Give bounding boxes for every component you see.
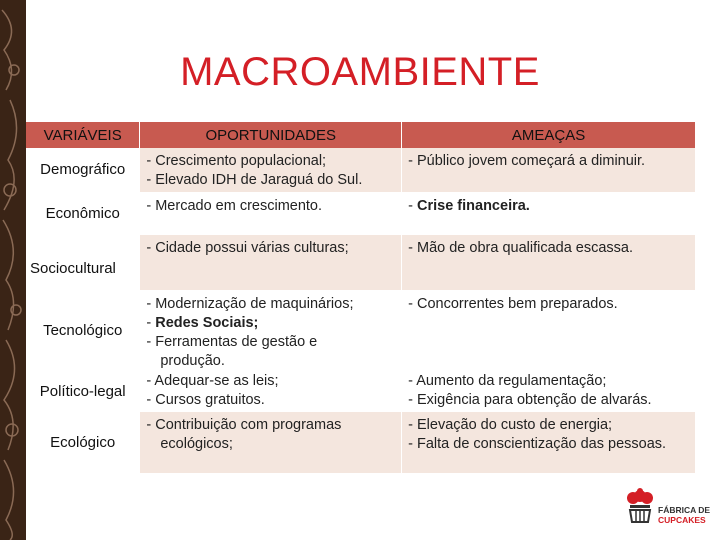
- opportunity-item: - Adequar-se as leis;: [146, 372, 279, 389]
- opportunity-prefix: -: [146, 314, 156, 331]
- opportunity-item: - Crescimento populacional;: [146, 153, 327, 169]
- logo-text-line2: CUPCAKES: [658, 515, 706, 525]
- opportunity-item: - Cidade possui várias culturas;: [146, 239, 349, 256]
- table-row: [26, 411, 696, 473]
- opportunity-item: - Cursos gratuitos.: [146, 391, 265, 408]
- threat-prefix: -: [408, 197, 417, 214]
- opportunity-item: ecológicos;: [160, 435, 233, 452]
- threat-item: - Público jovem começará a diminuir.: [408, 153, 646, 169]
- variable-cell: Sociocultural: [26, 234, 140, 290]
- opportunities-cell: [140, 411, 402, 473]
- threat-item: - Concorrentes bem preparados.: [408, 295, 618, 312]
- variable-cell: Tecnológico: [26, 290, 140, 371]
- table-row: [26, 371, 696, 411]
- threats-cell: [402, 234, 696, 290]
- table-row: [26, 192, 696, 234]
- opportunity-item: - Modernização de maquinários;: [146, 295, 354, 312]
- table-header-row: [26, 122, 696, 148]
- threat-item: - Mão de obra qualificada escassa.: [408, 239, 634, 256]
- threat-item: - Falta de conscientização das pessoas.: [408, 435, 667, 452]
- opportunities-cell: [140, 234, 402, 290]
- variable-cell: Político-legal: [26, 371, 140, 411]
- page-title: MACROAMBIENTE: [180, 50, 540, 94]
- table-row: [26, 148, 696, 192]
- threat-item: - Exigência para obtenção de alvarás.: [408, 391, 652, 408]
- opportunities-cell: [140, 148, 402, 192]
- opportunity-item: - Elevado IDH de Jaraguá do Sul.: [146, 172, 363, 188]
- header-threats: AMEAÇAS: [402, 122, 696, 148]
- threat-bold: Crise financeira.: [417, 197, 530, 214]
- table-row: [26, 234, 696, 290]
- header-opportunities: OPORTUNIDADES: [140, 122, 402, 148]
- macroambiente-table: [26, 122, 696, 474]
- opportunity-item: [146, 314, 395, 333]
- opportunity-item: - Mercado em crescimento.: [146, 197, 323, 214]
- threat-item: - Elevação do custo de energia;: [408, 416, 613, 433]
- opportunity-item: produção.: [160, 352, 225, 369]
- threat-item: - Aumento da regulamentação;: [408, 372, 607, 389]
- threats-cell: [402, 371, 696, 411]
- threat-item: [408, 197, 689, 216]
- variable-cell: Ecológico: [26, 411, 140, 473]
- header-variables: VARIÁVEIS: [26, 122, 140, 148]
- threats-cell: [402, 411, 696, 473]
- table-row: [26, 290, 696, 371]
- opportunities-cell: [140, 192, 402, 234]
- threats-cell: [402, 148, 696, 192]
- opportunity-item: - Ferramentas de gestão e: [146, 333, 318, 350]
- variable-cell: Demográfico: [26, 148, 140, 192]
- opportunities-cell: [140, 371, 402, 411]
- opportunity-item: - Contribuição com programas: [146, 416, 342, 433]
- variable-cell: Econômico: [26, 192, 140, 234]
- logo-text-line1: FÁBRICA DE: [658, 505, 711, 515]
- threats-cell: [402, 290, 696, 371]
- threats-cell: [402, 192, 696, 234]
- opportunity-bold: Redes Sociais;: [155, 314, 259, 331]
- opportunities-cell: [140, 290, 402, 371]
